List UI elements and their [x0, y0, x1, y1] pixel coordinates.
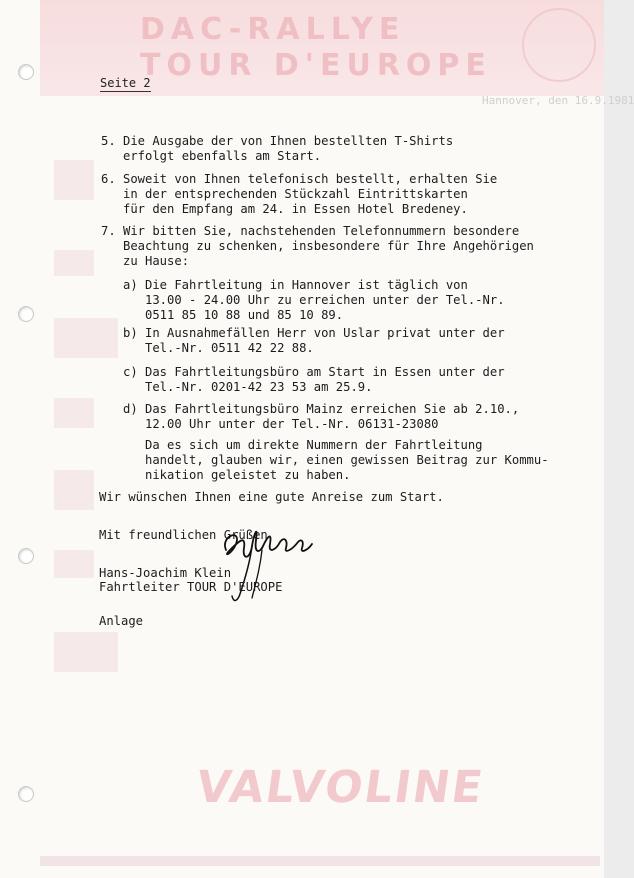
watermark-tour-title: TOUR D'EUROPE — [140, 48, 492, 83]
page-label: Seite 2 — [100, 76, 151, 90]
sponsor-logo-mark — [54, 160, 94, 200]
point-number: 5. — [101, 134, 116, 148]
sponsor-logo-mark — [54, 318, 118, 358]
signer-title: Fahrtleiter TOUR D'EUROPE — [99, 580, 283, 594]
sponsor-logo-mark — [54, 250, 94, 276]
subpoint-text: Das Fahrtleitungsbüro Mainz erreichen Sie ab 2.10., 12.00 Uhr unter der Tel.-Nr. 06131-23080 — [145, 402, 520, 431]
point-number: 7. — [101, 224, 116, 238]
watermark-sponsor: VALVOLINE — [193, 762, 488, 813]
travel-wish: Wir wünschen Ihnen eine gute Anreise zum Start. — [99, 490, 444, 504]
greeting: Mit freundlichen Grüßen — [99, 528, 268, 542]
point-text: Wir bitten Sie, nachstehenden Telefonnummern besondere Beachtung zu schenken, insbesondere für Ihre Angehörigen zu Hause: — [123, 224, 534, 268]
enclosure-note: Anlage — [99, 614, 144, 628]
point-text: Soweit von Ihnen telefonisch bestellt, erhalten Sie in der entsprechenden Stückzahl Eintrittskarten für den Empfang am 24. in Essen Hotel Bredeney. — [123, 172, 498, 216]
punch-hole — [18, 548, 34, 564]
point-text: Die Ausgabe der von Ihnen bestellten T-Shirts erfolgt ebenfalls am Start. — [123, 134, 454, 163]
subpoint-letter: a) — [123, 278, 138, 292]
subpoint-text: Die Fahrtleitung in Hannover ist täglich von 13.00 - 24.00 Uhr zu erreichen unter der Tel.-Nr. 0511 85 10 88 und 85 10 89. — [145, 278, 505, 322]
point-number: 6. — [101, 172, 116, 186]
subpoint-letter: c) — [123, 365, 138, 379]
closing-paragraph: Da es sich um direkte Nummern der Fahrtleitung handelt, glauben wir, einen gewissen Beitrag zur Kommu- nikation geleistet zu haben. — [145, 438, 549, 482]
sponsor-logo-mark — [54, 398, 94, 428]
sponsor-logo-mark — [522, 8, 596, 82]
punch-hole — [18, 306, 34, 322]
subpoint-letter: b) — [123, 326, 138, 340]
letterhead-footer — [40, 856, 600, 866]
punch-hole — [18, 786, 34, 802]
subpoint-letter: d) — [123, 402, 138, 416]
sponsor-logo-mark — [54, 632, 118, 672]
subpoint-text: In Ausnahmefällen Herr von Uslar privat unter der Tel.-Nr. 0511 42 22 88. — [145, 326, 505, 355]
handwritten-signature — [212, 520, 322, 610]
punch-hole — [18, 64, 34, 80]
sponsor-logo-mark — [54, 470, 94, 510]
subpoint-text: Das Fahrtleitungsbüro am Start in Essen unter der Tel.-Nr. 0201-42 23 53 am 25.9. — [145, 365, 505, 394]
sponsor-logo-mark — [54, 550, 94, 578]
signer-name: Hans-Joachim Klein — [99, 566, 232, 580]
letterhead-date: Hannover, den 16.9.1981 — [482, 94, 634, 107]
watermark-rallye-title: DAC-RALLYE — [140, 12, 406, 47]
